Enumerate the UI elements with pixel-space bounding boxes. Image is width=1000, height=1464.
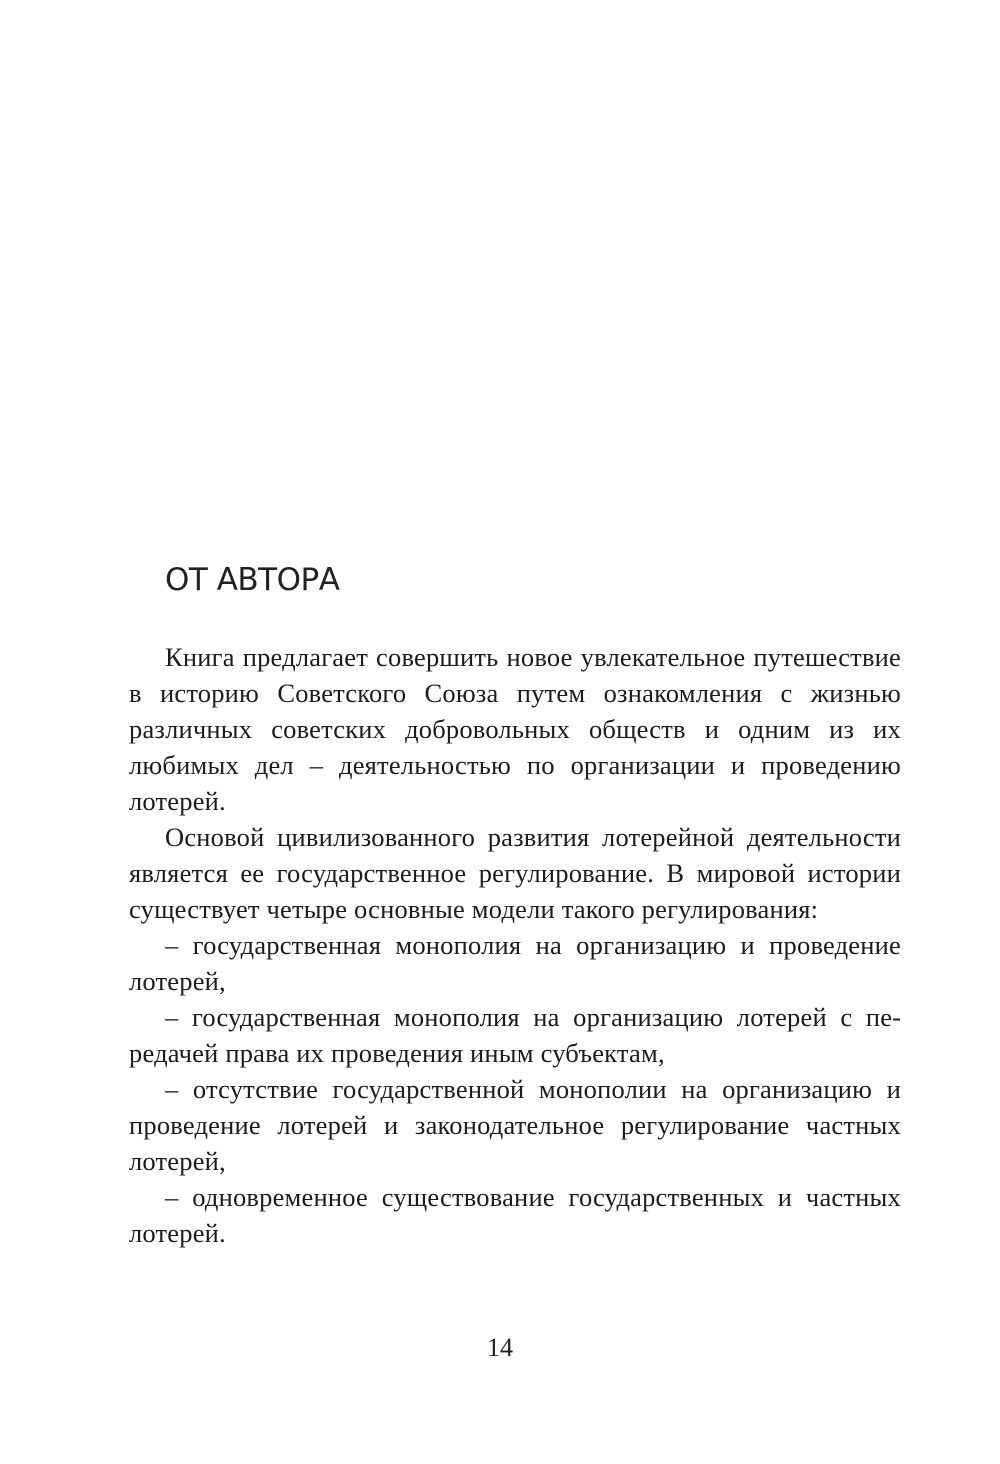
- paragraph-intro: Книга предлагает совершить новое увлекательное путешествие в историю Советского Союза путем ознакомления с жизнью различных советских добровольных обществ и одним из их любимых дел – деятельностью по организации и проведению лотерей.: [129, 642, 901, 816]
- page-number: 14: [487, 1333, 513, 1362]
- paragraph-regulation: Основой цивилизованного развития лотерейной деятельности является ее государственное регулирование. В мировой истории существует четыре основные модели такого регулирования:: [129, 822, 901, 924]
- section-heading: ОТ АВТОРА: [165, 562, 340, 598]
- list-item-model-1: – государственная монополия на организацию и проведение лотерей,: [129, 930, 901, 996]
- list-item-model-4: – одновременное существование государственных и частных лотерей.: [129, 1182, 901, 1248]
- list-item-model-2: – государственная монополия на организацию лотерей с передачей права их проведения иным субъектам,: [129, 1002, 901, 1068]
- list-item-model-3: – отсутствие государственной монополии на организацию и проведение лотерей и законодательное регулирование частных лотерей,: [129, 1074, 901, 1176]
- body-text: [129, 639, 901, 1251]
